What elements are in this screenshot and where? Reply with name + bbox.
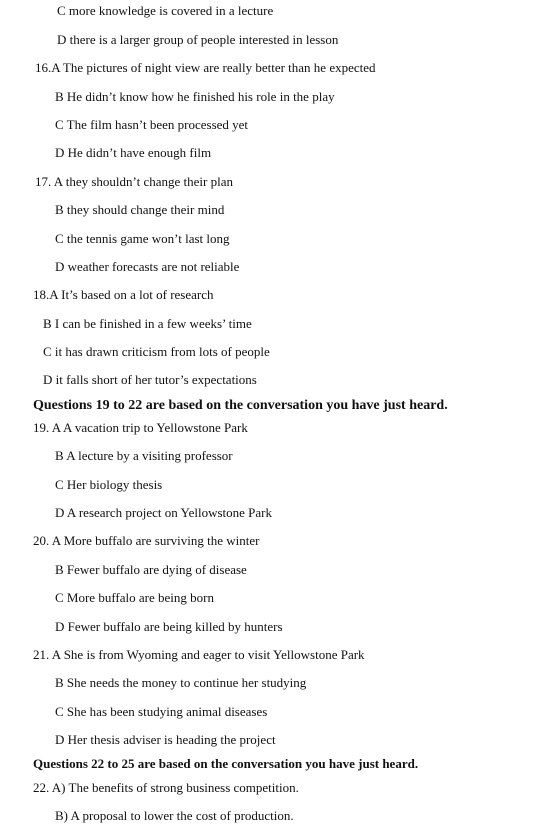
- answer-option: B She needs the money to continue her studying: [55, 675, 307, 690]
- answer-option: C it has drawn criticism from lots of people: [43, 344, 270, 359]
- answer-option: D He didn’t have enough film: [55, 145, 212, 160]
- question-item: 20. A More buffalo are surviving the winter: [33, 533, 260, 548]
- answer-option: D A research project on Yellowstone Park: [55, 505, 272, 520]
- answer-option: D there is a larger group of people interested in lesson: [57, 32, 339, 47]
- section-heading: Questions 22 to 25 are based on the conversation you have just heard.: [33, 756, 419, 771]
- answer-option: C More buffalo are being born: [55, 590, 214, 605]
- answer-option: B I can be finished in a few weeks’ time: [43, 316, 252, 331]
- answer-option: C Her biology thesis: [55, 477, 163, 492]
- answer-option: B A lecture by a visiting professor: [55, 448, 233, 463]
- answer-option: D it falls short of her tutor’s expectations: [43, 372, 257, 387]
- answer-option: D weather forecasts are not reliable: [55, 259, 240, 274]
- answer-option: D Fewer buffalo are being killed by hunters: [55, 619, 283, 634]
- section-heading: Questions 19 to 22 are based on the conversation you have just heard.: [33, 398, 448, 413]
- question-item: 16.A The pictures of night view are really better than he expected: [35, 60, 376, 75]
- answer-option: C the tennis game won’t last long: [55, 231, 230, 246]
- answer-option: C The film hasn’t been processed yet: [55, 117, 249, 132]
- answer-option: C more knowledge is covered in a lecture: [57, 3, 274, 18]
- question-item: 22. A) The benefits of strong business competition.: [33, 780, 299, 795]
- question-item: 19. A A vacation trip to Yellowstone Park: [33, 420, 248, 435]
- answer-option: C She has been studying animal diseases: [55, 704, 268, 719]
- question-item: 21. A She is from Wyoming and eager to visit Yellowstone Park: [33, 647, 365, 662]
- answer-option: B Fewer buffalo are dying of disease: [55, 562, 247, 577]
- question-item: 18.A It’s based on a lot of research: [33, 287, 214, 302]
- answer-option: B they should change their mind: [55, 202, 225, 217]
- answer-option: B) A proposal to lower the cost of production.: [55, 808, 294, 823]
- question-item: 17. A they shouldn’t change their plan: [35, 174, 233, 189]
- answer-option: B He didn’t know how he finished his role in the play: [55, 89, 335, 104]
- answer-option: D Her thesis adviser is heading the project: [55, 732, 276, 747]
